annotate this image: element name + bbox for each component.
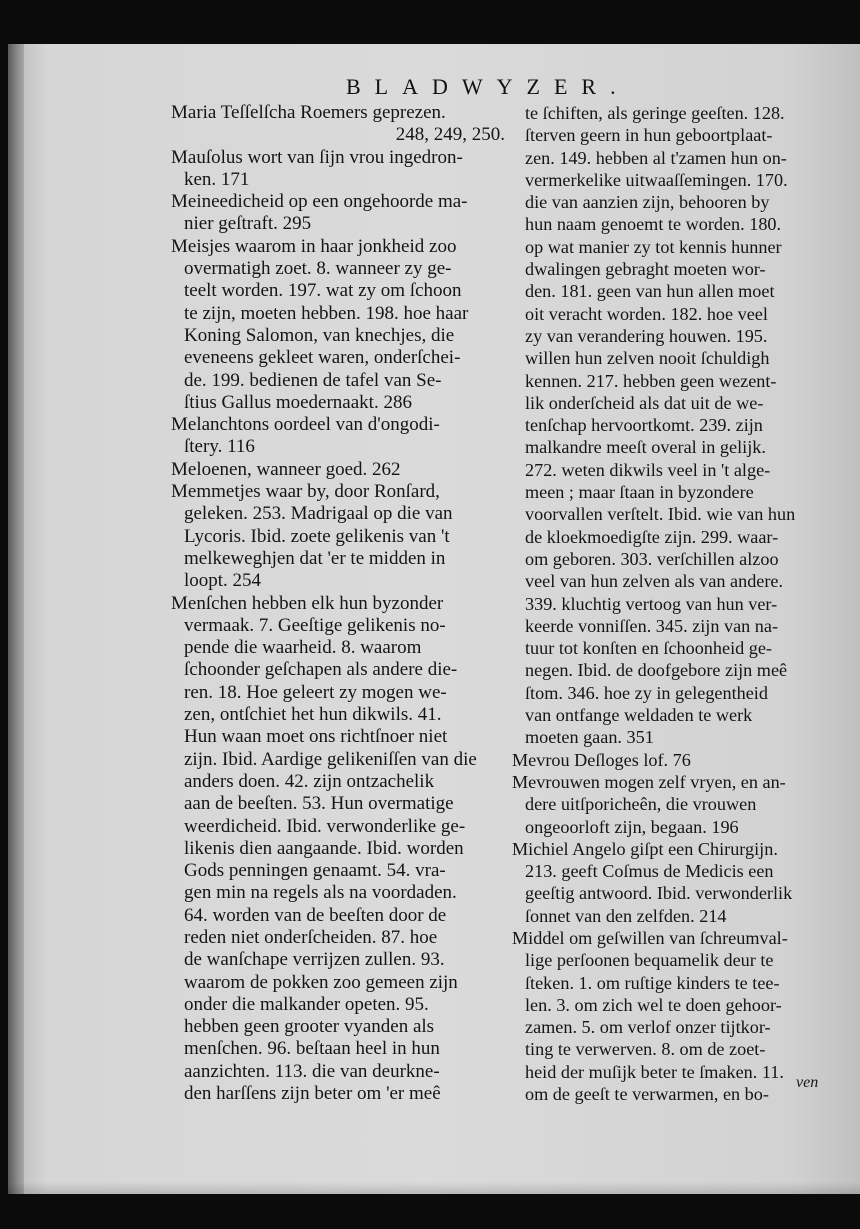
index-line: oit veracht worden. 182. hoe veel xyxy=(525,303,768,324)
index-line: moeten gaan. 351 xyxy=(525,727,654,748)
index-line: 213. geeft Coſmus de Medicis een xyxy=(525,861,774,882)
index-line: zen. 149. hebben al t'zamen hun on- xyxy=(525,147,787,168)
index-line: dere uitſporicheên, die vrouwen xyxy=(525,794,757,815)
index-line: likenis dien aangaande. Ibid. worden xyxy=(184,837,464,859)
index-line: 248, 249, 250. xyxy=(395,124,505,146)
index-line: van ontfange weldaden te werk xyxy=(525,705,753,726)
catchword: ven xyxy=(796,1074,819,1091)
index-line: Mevrou Deſloges lof. 76 xyxy=(512,749,691,770)
index-line: Mauſolus wort van ſijn vrou ingedron- xyxy=(171,146,463,168)
index-line: dwalingen gebraght moeten wor- xyxy=(525,259,766,280)
index-line: heid der muſijk beter te ſmaken. 11. xyxy=(525,1061,784,1082)
index-line: ſtery. 116 xyxy=(184,436,255,458)
index-line: ken. 171 xyxy=(184,168,250,190)
index-line: malkandre meeſt overal in gelijk. xyxy=(525,437,766,458)
index-line: Gods penningen genaamt. 54. vra- xyxy=(184,860,446,882)
index-line: keerde vonniſſen. 345. zijn van na- xyxy=(525,615,779,636)
right-index-column xyxy=(512,102,847,1105)
index-line: aan de beeſten. 53. Hun overmatige xyxy=(184,793,454,815)
index-line: Meloenen, wanneer goed. 262 xyxy=(171,458,401,480)
index-line: ſteken. 1. om ruſtige kinders te tee- xyxy=(525,972,780,993)
index-line: loopt. 254 xyxy=(184,570,262,592)
index-line: aanzichten. 113. die van deurkne- xyxy=(184,1060,440,1082)
index-line: meen ; maar ſtaan in byzondere xyxy=(525,482,754,503)
index-line: teelt worden. 197. wat zy om ſchoon xyxy=(184,280,462,302)
index-line: veel van hun zelven als van andere. xyxy=(525,571,784,592)
index-line: den. 181. geen van hun allen moet xyxy=(525,281,775,302)
index-line: vermaak. 7. Geeſtige gelikenis no- xyxy=(184,614,446,636)
index-line: ſonnet van den zelfden. 214 xyxy=(525,905,727,926)
index-line: hun naam genoemt te worden. 180. xyxy=(525,214,782,235)
index-line: 64. worden van de beeſten door de xyxy=(184,904,447,926)
index-line: lige perſoonen bequamelik deur te xyxy=(525,950,774,971)
index-line: ting te verwerven. 8. om de zoet- xyxy=(525,1039,766,1060)
book-spine-shadow xyxy=(8,44,24,1194)
index-line: de wanſchape verrijzen zullen. 93. xyxy=(184,949,445,971)
index-line: te ſchiften, als geringe geeſten. 128. xyxy=(525,103,785,123)
index-line: zy van verandering houwen. 195. xyxy=(525,325,768,346)
index-line: anders doen. 42. zijn ontzachelik xyxy=(184,770,435,792)
index-line: nier geſtraft. 295 xyxy=(184,213,312,235)
index-line: geeſtig antwoord. Ibid. verwonderlik xyxy=(525,883,793,904)
index-line: negen. Ibid. de doofgebore zijn meê xyxy=(525,660,788,681)
index-line: overmatigh zoet. 8. wanneer zy ge- xyxy=(184,258,452,280)
index-line: 339. kluchtig vertoog van hun ver- xyxy=(525,593,778,614)
index-line: melkeweghjen dat 'er te midden in xyxy=(184,547,446,569)
index-line: lik onderſcheid als dat uit de we- xyxy=(525,392,764,413)
index-line: ongeoorloft zijn, begaan. 196 xyxy=(525,816,739,837)
index-line: geleken. 253. Madrigaal op die van xyxy=(184,503,453,525)
index-line: Middel om geſwillen van ſchreumval- xyxy=(512,927,788,948)
index-line: 272. weten dikwils veel in 't alge- xyxy=(525,459,771,480)
running-head: BLADWYZER. xyxy=(346,74,630,99)
index-line: om de geeſt te verwarmen, en bo- xyxy=(525,1084,769,1105)
index-line: ren. 18. Hoe geleert zy mogen we- xyxy=(184,681,447,703)
index-line: Melanchtons oordeel van d'ongodi- xyxy=(171,414,440,436)
index-line: zamen. 5. om verlof onzer tijtkor- xyxy=(525,1017,771,1038)
index-line: weerdicheid. Ibid. verwonderlike ge- xyxy=(184,815,466,837)
index-line: Michiel Angelo giſpt een Chirurgijn. xyxy=(512,838,778,859)
index-line: Meineedicheid op een ongehoorde ma- xyxy=(171,191,468,213)
index-line: op wat manier zy tot kennis hunner xyxy=(525,236,782,257)
index-line: len. 3. om zich wel te doen gehoor- xyxy=(525,994,782,1015)
index-line: pende die waarheid. 8. waarom xyxy=(184,637,422,659)
left-index-column xyxy=(171,102,511,1105)
index-line: Meisjes waarom in haar jonkheid zoo xyxy=(171,235,457,257)
index-line: zijn. Ibid. Aardige gelikeniſſen van die xyxy=(184,748,477,770)
index-line: tuur tot konſten en ſchoonheid ge- xyxy=(525,638,772,659)
index-line: ſterven geern in hun geboortplaat- xyxy=(525,125,773,146)
index-line: Maria Teſſelſcha Roemers geprezen. xyxy=(171,102,446,123)
index-line: voorvallen verſtelt. Ibid. wie van hun xyxy=(525,504,796,525)
page-bottom-shadow xyxy=(8,1182,860,1194)
index-line: ſchoonder geſchapen als andere die- xyxy=(184,659,458,681)
index-line: de. 199. bedienen de tafel van Se- xyxy=(184,369,442,391)
index-line: Memmetjes waar by, door Ronſard, xyxy=(171,481,440,503)
index-line: Lycoris. Ibid. zoete gelikenis van 't xyxy=(184,525,450,547)
index-line: willen hun zelven nooit ſchuldigh xyxy=(525,348,770,369)
index-line: zen, ontſchiet het hun dikwils. 41. xyxy=(184,704,442,726)
index-line: onder die malkander opeten. 95. xyxy=(184,993,429,1015)
index-line: tenſchap hervoortkomt. 239. zijn xyxy=(525,415,763,436)
index-line: Menſchen hebben elk hun byzonder xyxy=(171,592,444,614)
index-line: waarom de pokken zoo gemeen zijn xyxy=(184,971,458,993)
index-line: gen min na regels als na voordaden. xyxy=(184,882,457,904)
index-line: Hun waan moet ons richtſnoer niet xyxy=(184,726,448,748)
book-page xyxy=(8,44,860,1194)
index-line: ſtius Gallus moedernaakt. 286 xyxy=(184,391,412,413)
index-line: reden niet onderſcheiden. 87. hoe xyxy=(184,926,438,948)
index-line: vermerkelike uitwaaſſemingen. 170. xyxy=(525,169,788,190)
index-line: menſchen. 96. beſtaan heel in hun xyxy=(184,1038,440,1060)
index-line: ſtom. 346. hoe zy in gelegentheid xyxy=(525,682,768,703)
index-line: die van aanzien zijn, behooren by xyxy=(525,192,770,213)
index-line: Koning Salomon, van knechjes, die xyxy=(184,324,455,346)
index-line: den harſſens zijn beter om 'er meê xyxy=(184,1083,441,1105)
index-line: Mevrouwen mogen zelf vryen, en an- xyxy=(512,771,786,792)
index-line: eveneens gekleet waren, onderſchei- xyxy=(184,347,461,369)
index-line: om geboren. 303. verſchillen alzoo xyxy=(525,548,779,569)
index-line: kennen. 217. hebben geen wezent- xyxy=(525,370,777,391)
index-line: te zijn, moeten hebben. 198. hoe haar xyxy=(184,302,469,324)
index-line: hebben geen grooter vyanden als xyxy=(184,1016,435,1038)
index-line: de kloekmoedigſte zijn. 299. waar- xyxy=(525,526,779,547)
